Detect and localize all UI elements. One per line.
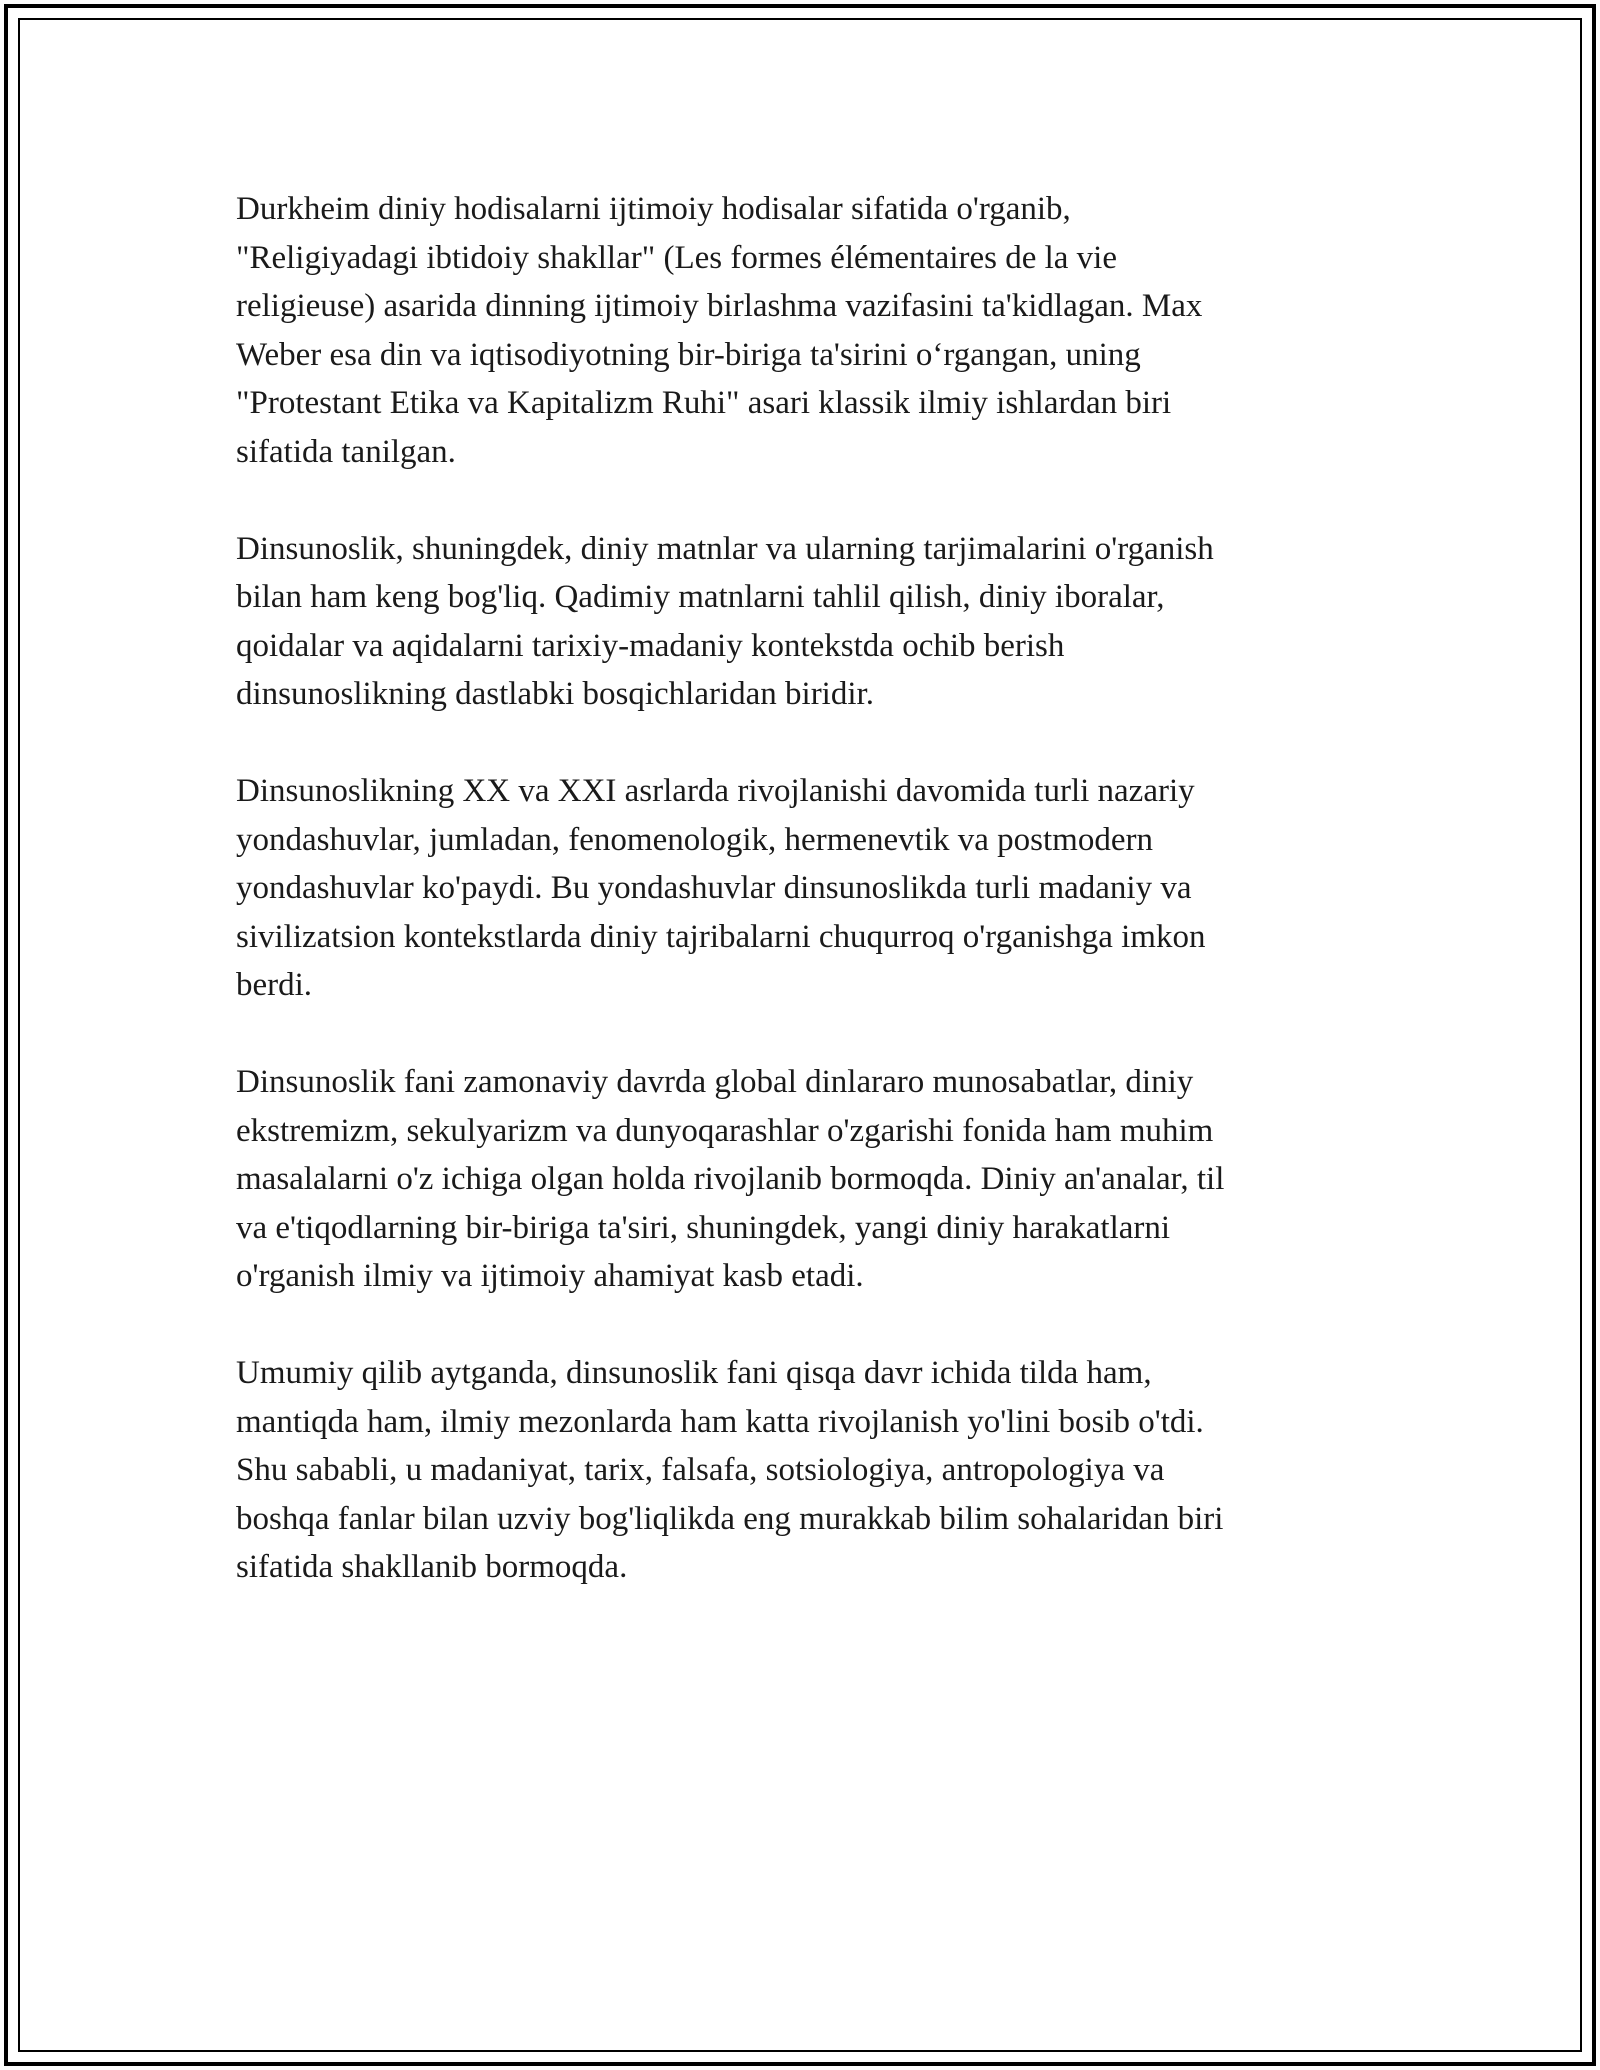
text-line: Weber esa din va iqtisodiyotning bir-biriga ta'sirini o‘rgangan, uning: [236, 336, 1141, 373]
text-line: "Religiyadagi ibtidoiy shakllar" (Les formes élémentaires de la vie: [236, 239, 1117, 276]
text-line: sifatida shakllanib bormoqda.: [236, 1549, 628, 1585]
document-body: [236, 185, 1366, 1640]
text-line: Shu sababli, u madaniyat, tarix, falsafa, sotsiologiya, antropologiya va: [236, 1452, 1165, 1488]
paragraph-conclusion: [236, 1349, 1366, 1592]
text-line: "Protestant Etika va Kapitalizm Ruhi" asari klassik ilmiy ishlardan biri: [236, 385, 1172, 421]
paragraph-xx-xxi-approaches: [236, 767, 1366, 1010]
text-line: o'rganish ilmiy va ijtimoiy ahamiyat kasb etadi.: [236, 1258, 864, 1294]
text-line: va e'tiqodlarning bir-biriga ta'siri, shuningdek, yangi diniy harakatlarni: [236, 1209, 1171, 1246]
text-line: masalalarni o'z ichiga olgan holda rivojlanib bormoqda. Diniy an'analar, til: [236, 1161, 1225, 1197]
text-line: yondashuvlar, jumladan, fenomenologik, hermenevtik va postmodern: [236, 821, 1153, 858]
text-line: berdi.: [236, 967, 313, 1003]
paragraph-durkheim-weber: [236, 185, 1366, 476]
text-line: sivilizatsion kontekstlarda diniy tajribalarni chuqurroq o'rganishga imkon: [236, 918, 1206, 955]
text-line: dinsunoslikning dastlabki bosqichlaridan biridir.: [236, 676, 874, 712]
text-line: Durkheim diniy hodisalarni ijtimoiy hodisalar sifatida o'rganib,: [236, 191, 1071, 227]
text-line: qoidalar va aqidalarni tarixiy-madaniy kontekstda ochib berish: [236, 627, 1065, 664]
paragraph-texts-translations: [236, 525, 1366, 719]
text-line: Dinsunoslik, shuningdek, diniy matnlar va ularning tarjimalarini o'rganish: [236, 530, 1214, 567]
text-line: boshqa fanlar bilan uzviy bog'liqlikda eng murakkab bilim sohalaridan biri: [236, 1500, 1224, 1537]
text-line: yondashuvlar ko'paydi. Bu yondashuvlar dinsunoslikda turli madaniy va: [236, 870, 1192, 906]
paragraph-modern-issues: [236, 1058, 1366, 1301]
text-line: ekstremizm, sekulyarizm va dunyoqarashlar o'zgarishi fonida ham muhim: [236, 1112, 1214, 1149]
text-line: Umumiy qilib aytganda, dinsunoslik fani qisqa davr ichida tilda ham,: [236, 1355, 1152, 1391]
text-line: Dinsunoslikning XX va XXI asrlarda rivojlanishi davomida turli nazariy: [236, 773, 1195, 809]
text-line: sifatida tanilgan.: [236, 433, 456, 470]
text-line: religieuse) asarida dinning ijtimoiy birlashma vazifasini ta'kidlagan. Max: [236, 288, 1203, 324]
text-line: mantiqda ham, ilmiy mezonlarda ham katta rivojlanish yo'lini bosib o'tdi.: [236, 1403, 1204, 1440]
text-line: bilan ham keng bog'liq. Qadimiy matnlarni tahlil qilish, diniy iboralar,: [236, 579, 1165, 615]
text-line: Dinsunoslik fani zamonaviy davrda global dinlararo munosabatlar, diniy: [236, 1064, 1194, 1100]
